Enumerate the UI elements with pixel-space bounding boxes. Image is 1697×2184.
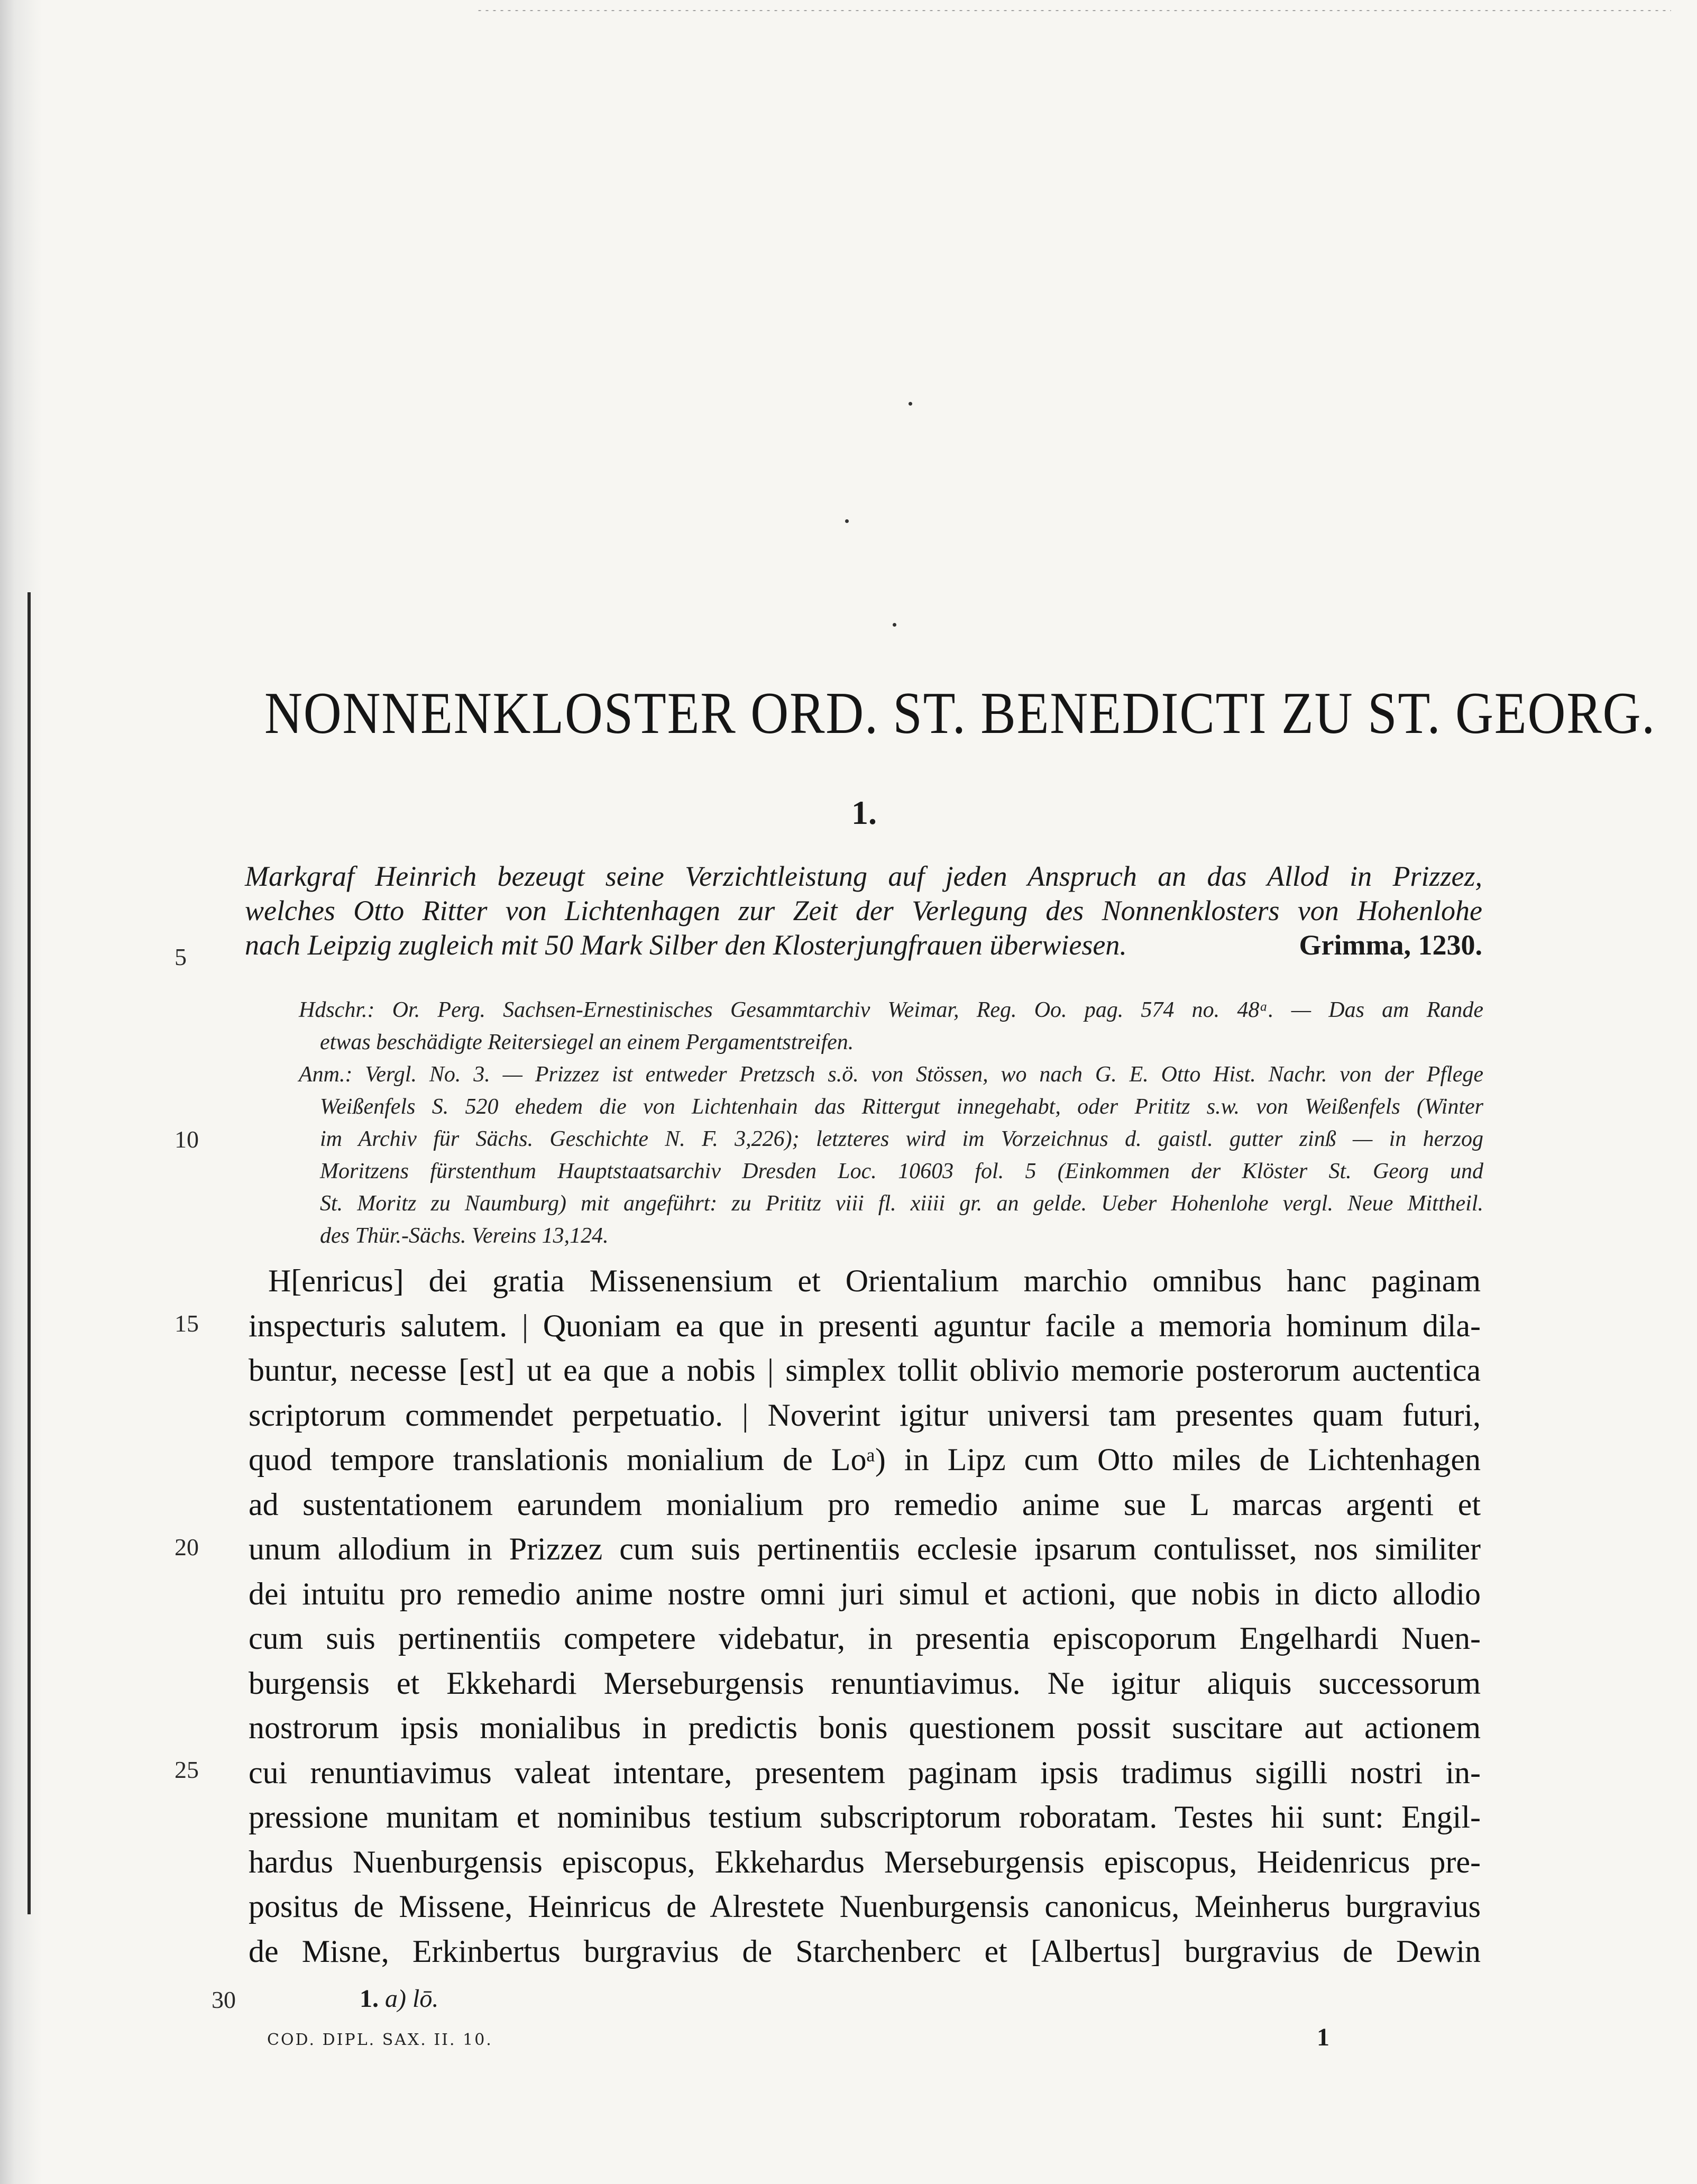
- scan-speck: [893, 623, 896, 627]
- regest: [245, 859, 1482, 962]
- page-number: 1: [1317, 2023, 1329, 2051]
- scan-edge-shadow: [0, 0, 42, 2184]
- document-number: 1.: [851, 794, 877, 831]
- apparatus-line: Weißenfels S. 520 ehedem die von Lichtenhain das Rittergut innegehabt, oder Prititz s.w. von Weißenfels (Winter: [320, 1095, 1483, 1119]
- charter-text: [249, 1259, 1481, 1974]
- regest-line: nach Leipzig zugleich mit 50 Mark Silber den Klosterjungfrauen überwiesen.: [245, 929, 1127, 961]
- charter-line: quod tempore translationis monialium de Loᵃ) in Lipz cum Otto miles de Lichtenhagen: [249, 1442, 1481, 1477]
- line-number: 25: [175, 1756, 199, 1783]
- charter-line: H[enricus] dei gratia Missenensium et Orientalium marchio omnibus hanc paginam: [268, 1263, 1481, 1298]
- charter-line: unum allodium in Prizzez cum suis pertinentiis ecclesie ipsarum contulisset, nos similiter: [249, 1531, 1481, 1566]
- page-title: NONNENKLOSTER ORD. ST. BENEDICTI ZU ST. GEORG.: [264, 681, 1656, 746]
- charter-line: cum suis pertinentiis competere videbatur, in presentia episcoporum Engelhardi Nuen-: [249, 1621, 1481, 1656]
- charter-line: dei intuitu pro remedio anime nostre omni juri simul et actioni, que nobis in dicto allodio: [249, 1576, 1481, 1611]
- line-number: 30: [212, 1986, 236, 2013]
- regest-date: Grimma, 1230.: [1299, 929, 1482, 961]
- scan-binding-line: [27, 592, 31, 1914]
- footnote-marker: 1.: [360, 1985, 379, 2013]
- charter-line: buntur, necesse [est] ut ea que a nobis | simplex tollit oblivio memorie posterorum auctentica: [249, 1353, 1481, 1388]
- footnote: [360, 1984, 438, 2013]
- regest-line: Markgraf Heinrich bezeugt seine Verzichtleistung auf jeden Anspruch an das Allod in Prizzez,: [245, 860, 1482, 892]
- charter-line: pressione munitam et nominibus testium subscriptorum roboratam. Testes hii sunt: Engil-: [249, 1800, 1481, 1834]
- line-number: 20: [175, 1534, 199, 1561]
- critical-apparatus: [299, 994, 1483, 1252]
- apparatus-line: etwas beschädigte Reitersiegel an einem Pergamentstreifen.: [320, 1030, 854, 1054]
- apparatus-line: Moritzens fürstenthum Hauptstaatsarchiv Dresden Loc. 10603 fol. 5 (Einkommen der Klöster St. Georg und: [320, 1159, 1483, 1183]
- line-number: 15: [175, 1310, 199, 1337]
- scan-speck: [845, 519, 849, 523]
- regest-line: welches Otto Ritter von Lichtenhagen zur Zeit der Verlegung des Nonnenklosters von Hohenlohe: [245, 895, 1482, 926]
- charter-line: scriptorum commendet perpetuatio. | Noverint igitur universi tam presentes quam futuri,: [249, 1397, 1481, 1433]
- charter-line: inspecturis salutem. | Quoniam ea que in presenti aguntur facile a memoria hominum dila-: [249, 1308, 1481, 1343]
- apparatus-line: Anm.: Vergl. No. 3. — Prizzez ist entweder Pretzsch s.ö. von Stössen, wo nach G. E. Otto Hist. Nachr. von der Pflege: [299, 1062, 1483, 1087]
- charter-line: hardus Nuenburgensis episcopus, Ekkehardus Merseburgensis episcopus, Heidenricus pre-: [249, 1844, 1481, 1879]
- edition-siglum: COD. DIPL. SAX. II. 10.: [267, 2031, 493, 2049]
- apparatus-line: im Archiv für Sächs. Geschichte N. F. 3,226); letzteres wird im Vorzeichnus d. gaistl. gutter zinß — in herzog: [320, 1127, 1483, 1151]
- charter-line: positus de Missene, Heinricus de Alrestete Nuenburgensis canonicus, Meinherus burgravius: [249, 1889, 1481, 1924]
- apparatus-line: St. Moritz zu Naumburg) mit angeführt: zu Prititz viii fl. xiiii gr. an gelde. Ueber Hohenlohe vergl. Neue Mittheil.: [320, 1191, 1483, 1216]
- line-number: 5: [175, 943, 187, 970]
- charter-line: burgensis et Ekkehardi Merseburgensis renuntiavimus. Ne igitur aliquis successorum: [249, 1665, 1481, 1701]
- line-number: 10: [175, 1126, 199, 1153]
- charter-line: de Misne, Erkinbertus burgravius de Starchenberc et [Albertus] burgravius de Dewin: [249, 1933, 1481, 1969]
- charter-line: ad sustentationem earundem monialium pro remedio anime sue L marcas argenti et: [249, 1486, 1481, 1522]
- charter-line: cui renuntiavimus valeat intentare, presentem paginam ipsis tradimus sigilli nostri in-: [249, 1755, 1481, 1790]
- regest-last-line: [245, 928, 1482, 962]
- footnote-text: a) lō.: [385, 1985, 439, 2013]
- charter-line: nostrorum ipsis monialibus in predictis bonis questionem possit suscitare aut actionem: [249, 1710, 1481, 1745]
- apparatus-line: des Thür.-Sächs. Vereins 13,124.: [320, 1224, 609, 1248]
- scan-speck: [909, 402, 912, 406]
- scan-top-dots: [476, 10, 1671, 12]
- apparatus-line: Hdschr.: Or. Perg. Sachsen-Ernestinisches Gesammtarchiv Weimar, Reg. Oo. pag. 574 no. 48ᵃ. — Das am Rande: [299, 998, 1483, 1022]
